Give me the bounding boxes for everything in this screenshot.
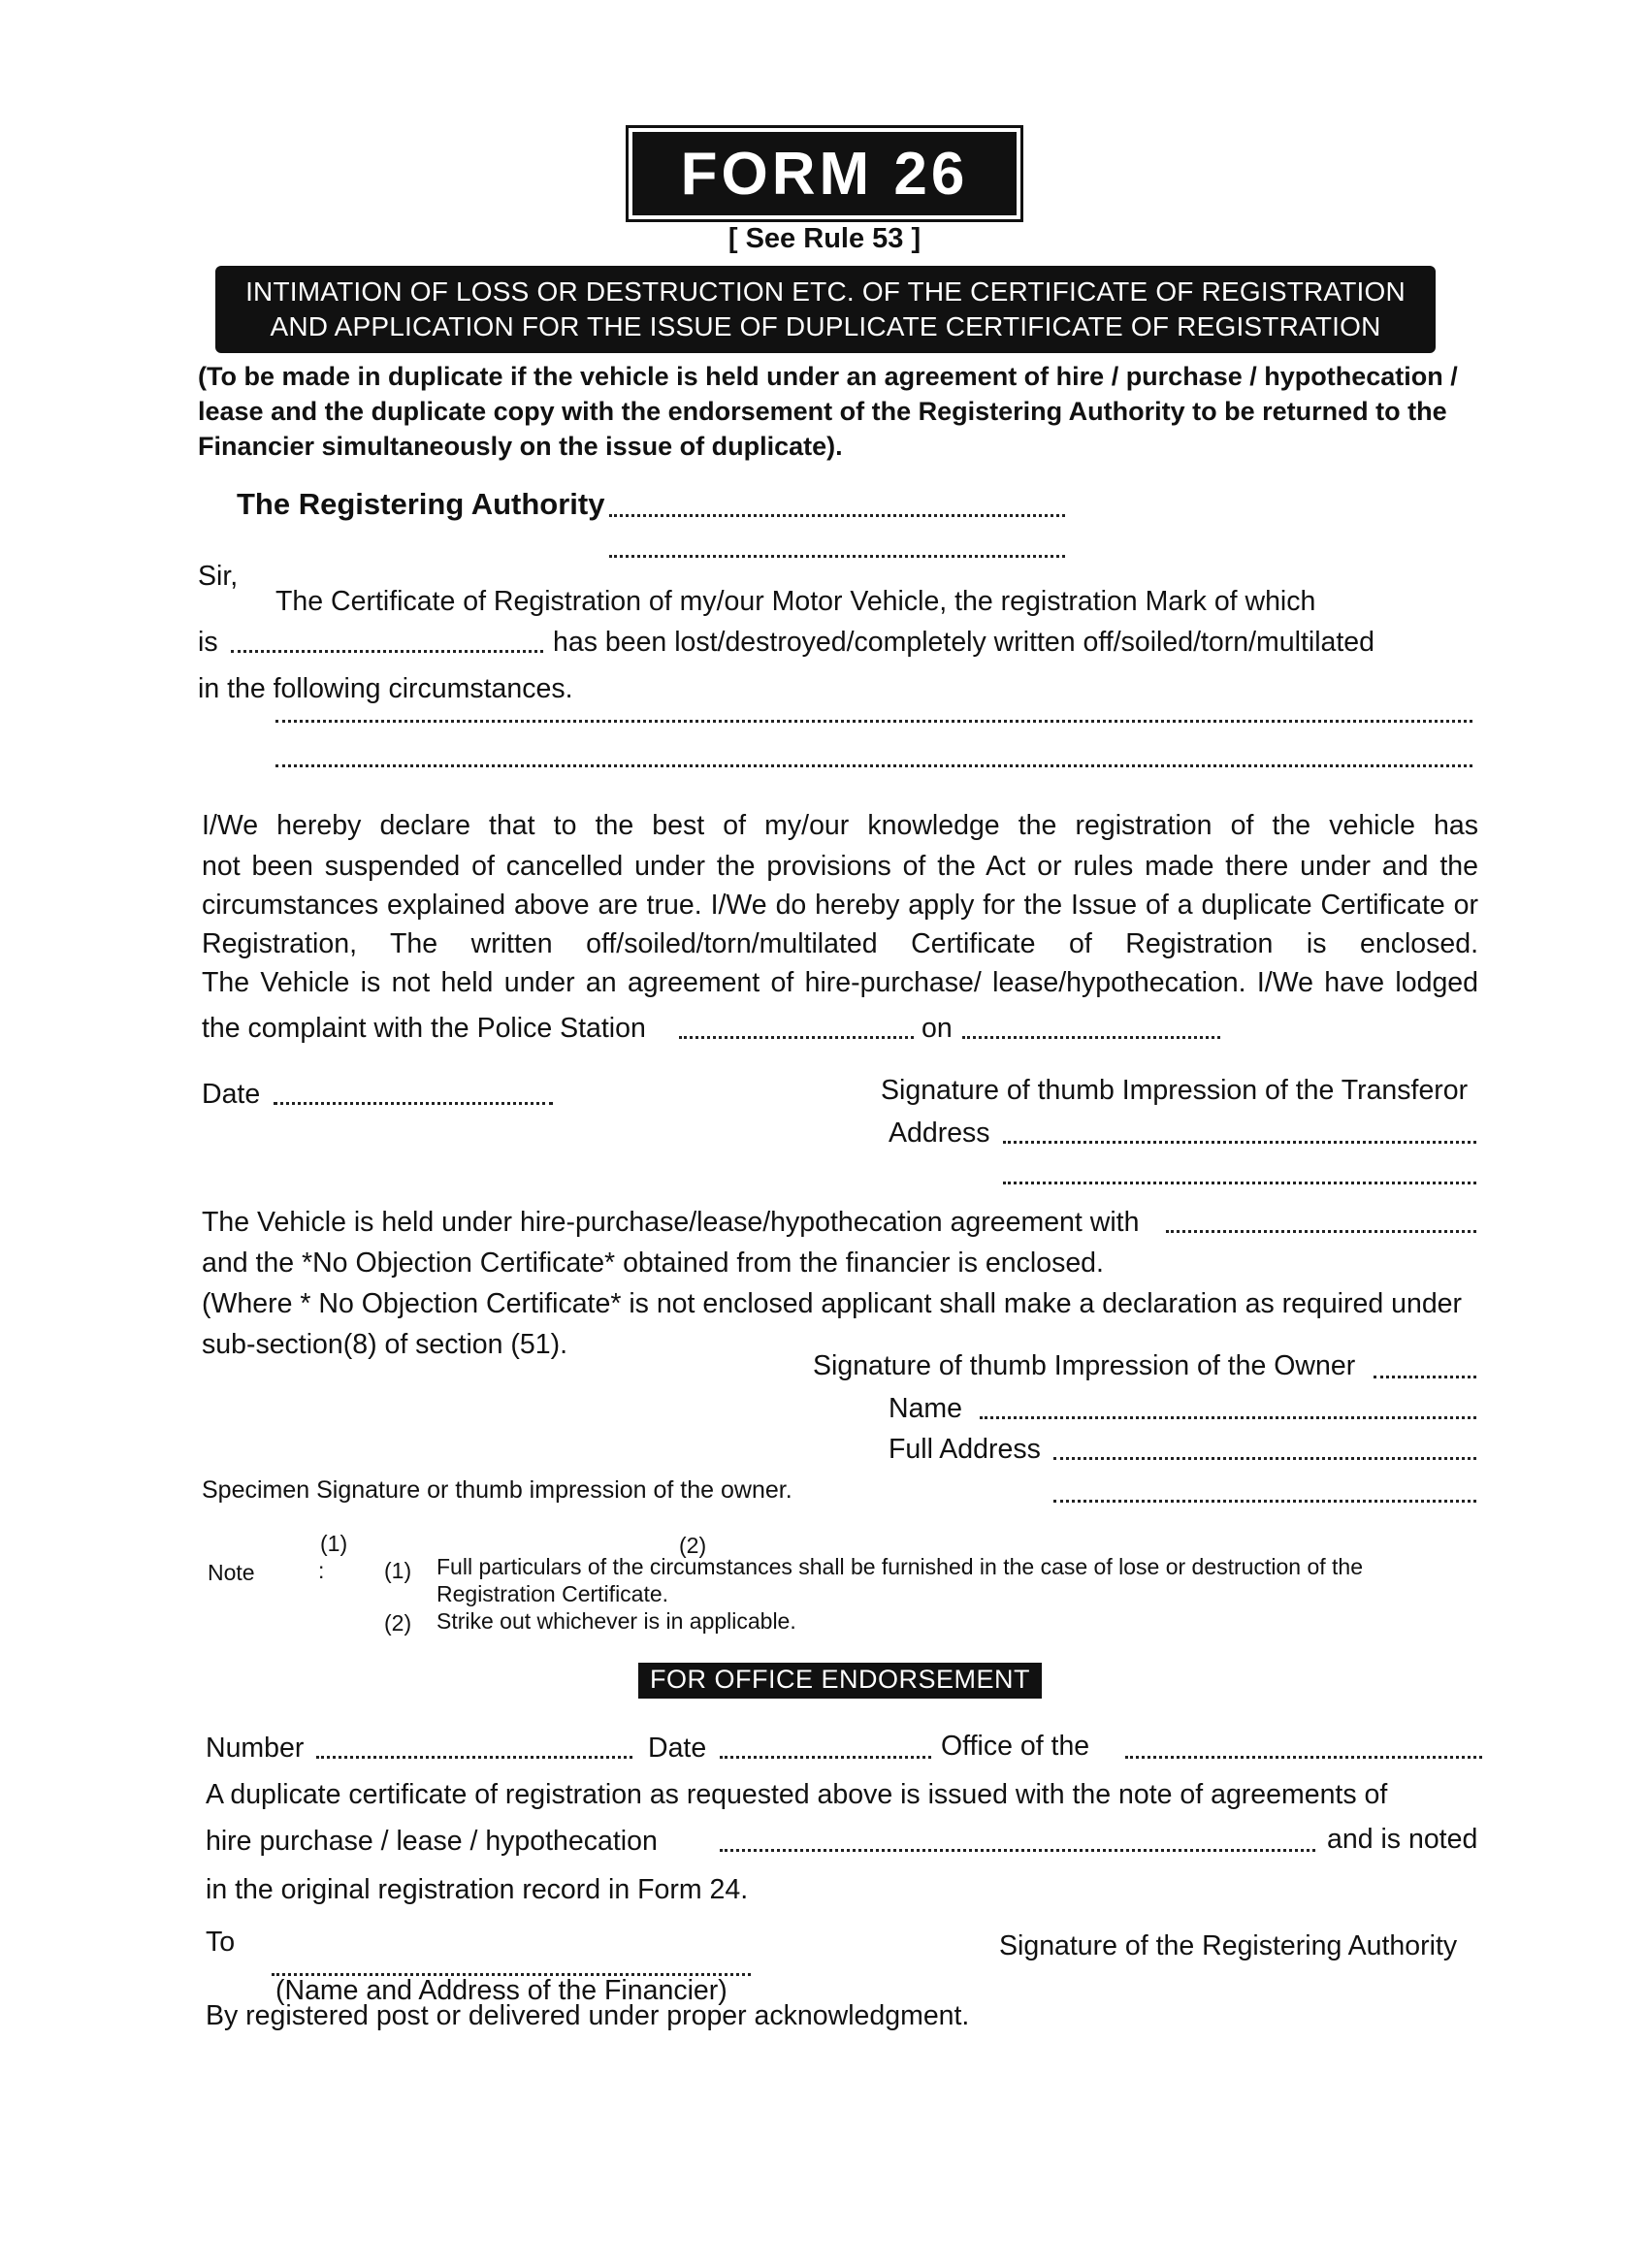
endorsement-office-field[interactable] [1125, 1756, 1482, 1759]
transferor-address-field-2[interactable] [1003, 1182, 1476, 1184]
note-col-marker-1: (1) [320, 1531, 348, 1556]
hire-purchase-line-3: (Where * No Objection Certificate* is not enclosed applicant shall make a declaration as required under [202, 1288, 1463, 1319]
endorsement-line-2: A duplicate certificate of registration as requested above is issued with the note of agreements of [206, 1779, 1388, 1810]
specimen-signature-label: Specimen Signature or thumb impression of the owner. [202, 1476, 792, 1504]
hypothecation-field[interactable] [720, 1849, 1315, 1852]
circumstances-field-2[interactable] [275, 764, 1472, 767]
instruction-line-3: Financier simultaneously on the issue of duplicate). [198, 432, 843, 461]
note-col-marker-2: (2) [679, 1533, 707, 1558]
declaration-line-5: The Vehicle is not held under an agreement of hire-purchase/ lease/hypothecation. I/We have lodged [202, 967, 1478, 998]
declaration-line-6-prefix: the complaint with the Police Station [202, 1013, 646, 1044]
circumstances-field-1[interactable] [275, 720, 1472, 723]
instruction-line-2: lease and the duplicate copy with the endorsement of the Registering Authority to be returned to the [198, 397, 1447, 426]
endorsement-line-3-prefix: hire purchase / lease / hypothecation [206, 1826, 658, 1857]
form-title: FORM 26 [680, 140, 969, 208]
office-endorsement-label: FOR OFFICE ENDORSEMENT [638, 1663, 1042, 1699]
hire-purchase-line-1: The Vehicle is held under hire-purchase/lease/hypothecation agreement with [202, 1207, 1140, 1238]
transferor-signature-label: Signature of thumb Impression of the Transferor [881, 1075, 1469, 1106]
complaint-date-field[interactable] [962, 1036, 1220, 1039]
declaration-line-3: circumstances explained above are true. I/We do hereby apply for the Issue of a duplicate Certificate or [202, 890, 1478, 921]
financier-caption: (Name and Address of the Financier) [275, 1975, 728, 2006]
body-line-1: The Certificate of Registration of my/our Motor Vehicle, the registration Mark of which [275, 586, 1316, 617]
registration-mark-field[interactable] [231, 650, 543, 653]
owner-address-field[interactable] [1053, 1457, 1476, 1460]
owner-name-field[interactable] [980, 1416, 1476, 1419]
full-address-label: Full Address [889, 1434, 1041, 1465]
endorsement-line-3-suffix: and is noted [1327, 1824, 1478, 1855]
note-1-line-2: Registration Certificate. [436, 1581, 669, 1606]
instruction-line-1: (To be made in duplicate if the vehicle is held under an agreement of hire / purchase / hypothecation / [198, 362, 1458, 391]
note-2-number: (2) [384, 1610, 412, 1636]
salutation: Sir, [198, 561, 239, 592]
address-label: Address [889, 1118, 990, 1149]
hire-purchase-line-4: sub-section(8) of section (51). [202, 1329, 567, 1360]
name-label: Name [889, 1393, 963, 1424]
rule-reference: [ See Rule 53 ] [728, 223, 922, 254]
transferor-address-field[interactable] [1003, 1141, 1476, 1144]
delivery-note: By registered post or delivered under proper acknowledgment. [206, 2000, 970, 2031]
endorsement-office-label: Office of the [941, 1731, 1090, 1762]
endorsement-date-field[interactable] [720, 1756, 931, 1759]
declaration-line-4: Registration, The written off/soiled/torn/multilated Certificate of Registration is enclosed. [202, 928, 1478, 959]
note-1-line-1: Full particulars of the circumstances shall be furnished in the case of lose or destruction of the [436, 1554, 1363, 1579]
declaration-line-2: not been suspended of cancelled under the provisions of the Act or rules made there under and the [202, 851, 1478, 882]
endorsement-number-field[interactable] [316, 1756, 632, 1759]
endorsement-date-label: Date [648, 1733, 707, 1764]
endorsement-line-4: in the original registration record in Form 24. [206, 1874, 749, 1905]
date-field[interactable] [274, 1102, 553, 1105]
financier-field[interactable] [1166, 1230, 1476, 1233]
to-label: To [206, 1927, 236, 1958]
registering-authority-label: The Registering Authority [237, 487, 605, 521]
note-colon: : [318, 1558, 325, 1583]
owner-address-field-2[interactable] [1053, 1500, 1476, 1503]
owner-signature-label: Signature of thumb Impression of the Owner [813, 1350, 1356, 1381]
registering-authority-field[interactable] [609, 514, 1065, 517]
body-line-3: in the following circumstances. [198, 673, 573, 704]
heading-line-2: AND APPLICATION FOR THE ISSUE OF DUPLICATE CERTIFICATE OF REGISTRATION [270, 311, 1381, 341]
note-1-number: (1) [384, 1558, 412, 1583]
body-line-2-suffix: has been lost/destroyed/completely written off/soiled/torn/multilated [553, 627, 1375, 658]
note-2-text: Strike out whichever is in applicable. [436, 1608, 796, 1634]
heading-banner [215, 266, 1436, 353]
endorsement-number-label: Number [206, 1733, 305, 1764]
police-station-field[interactable] [679, 1036, 914, 1039]
hire-purchase-line-2: and the *No Objection Certificate* obtained from the financier is enclosed. [202, 1247, 1104, 1279]
owner-signature-field[interactable] [1374, 1376, 1476, 1378]
declaration-line-1: I/We hereby declare that to the best of my/our knowledge the registration of the vehicle has [202, 810, 1478, 841]
date-label: Date [202, 1079, 261, 1110]
heading-line-1: INTIMATION OF LOSS OR DESTRUCTION ETC. OF THE CERTIFICATE OF REGISTRATION [245, 276, 1406, 307]
body-line-2-prefix: is [198, 627, 218, 658]
authority-signature-label: Signature of the Registering Authority [999, 1930, 1458, 1961]
declaration-on-label: on [922, 1013, 953, 1044]
registering-authority-field-2[interactable] [609, 555, 1065, 558]
note-label: Note [208, 1560, 255, 1585]
form-title-badge [632, 132, 1017, 215]
